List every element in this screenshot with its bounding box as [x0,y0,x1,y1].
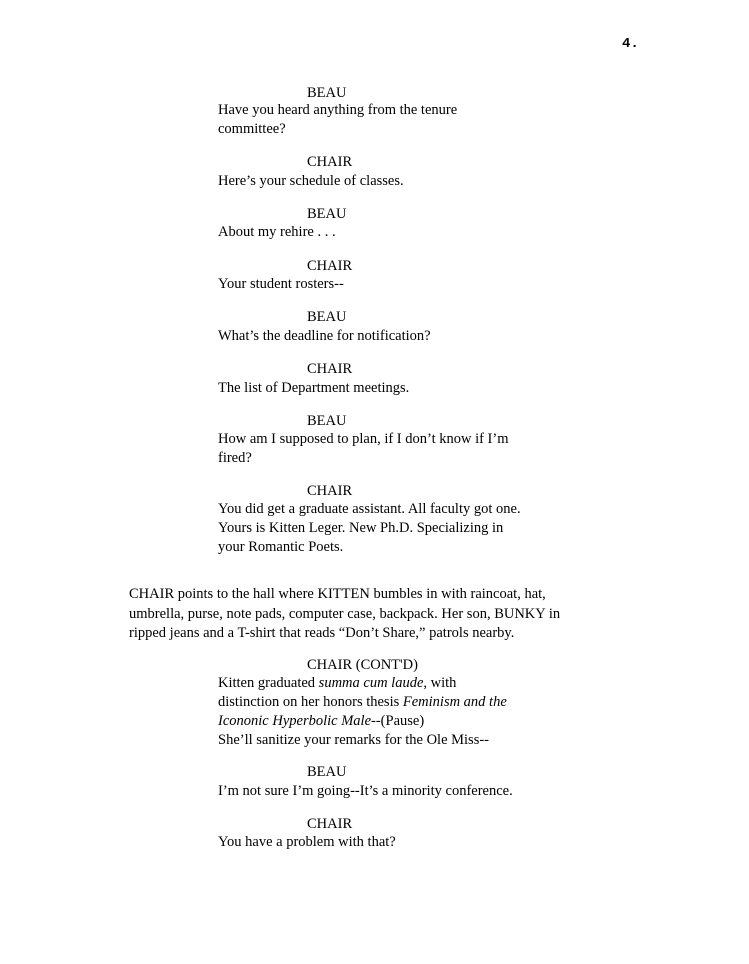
action-line: CHAIR points to the hall where KITTEN bumbles in with raincoat, hat, [129,586,546,602]
dialogue [218,101,548,139]
dialogue-line [218,693,548,712]
dialogue [218,172,548,191]
dialogue-line [218,712,548,731]
dialogue-line: I’m not sure I’m going--It’s a minority conference. [218,783,513,799]
italic-text: summa cum laude [318,675,424,691]
page-number: 4. [622,36,639,52]
dialogue [218,674,548,750]
dialogue-line: Here’s your schedule of classes. [218,173,404,189]
dialogue [218,430,548,468]
dialogue [218,500,548,557]
text-run: , with [423,675,457,691]
character-name: BEAU [307,309,347,325]
character-name: CHAIR [307,258,353,274]
action-paragraph [129,585,589,644]
dialogue-line: your Romantic Poets. [218,539,344,555]
dialogue-line: Yours is Kitten Leger. New Ph.D. Specializing in [218,520,504,536]
dialogue [218,275,548,294]
character-name: BEAU [307,413,347,429]
dialogue-line: The list of Department meetings. [218,380,410,396]
character-name: CHAIR (CONT'D) [307,657,418,673]
action-line: umbrella, purse, note pads, computer case, backpack. Her son, BUNKY in [129,605,561,622]
dialogue-line: You have a problem with that? [218,834,396,850]
dialogue-line: Your student rosters-- [218,276,344,292]
dialogue [218,327,548,346]
dialogue-line: You did get a graduate assistant. All faculty got one. [218,501,521,517]
dialogue-line: fired? [218,450,252,466]
italic-text: Icononic Hyperbolic Male [218,713,372,729]
action-line: ripped jeans and a T-shirt that reads “Don’t Share,” patrols nearby. [129,625,515,641]
dialogue-line: She’ll sanitize your remarks for the Ole Miss-- [218,732,489,748]
dialogue-line: Have you heard anything from the tenure [218,102,458,118]
dialogue [218,782,548,801]
text-run: Kitten graduated [218,675,319,691]
dialogue [218,223,548,242]
dialogue-line: committee? [218,121,286,137]
character-name: BEAU [307,206,347,222]
text-run: distinction on her honors thesis [218,694,403,710]
text-run: --(Pause) [371,713,425,729]
character-name: CHAIR [307,361,353,377]
dialogue-line: About my rehire . . . [218,224,336,240]
dialogue-line: How am I supposed to plan, if I don’t know if I’m [218,431,509,447]
dialogue [218,379,548,398]
italic-text: Feminism and the [402,694,507,710]
dialogue-line [218,674,548,693]
character-name: BEAU [307,764,347,780]
dialogue [218,833,548,852]
character-name: CHAIR [307,816,353,832]
character-name: CHAIR [307,483,353,499]
character-name: BEAU [307,85,347,101]
character-name: CHAIR [307,154,353,170]
dialogue-line: What’s the deadline for notification? [218,328,431,344]
